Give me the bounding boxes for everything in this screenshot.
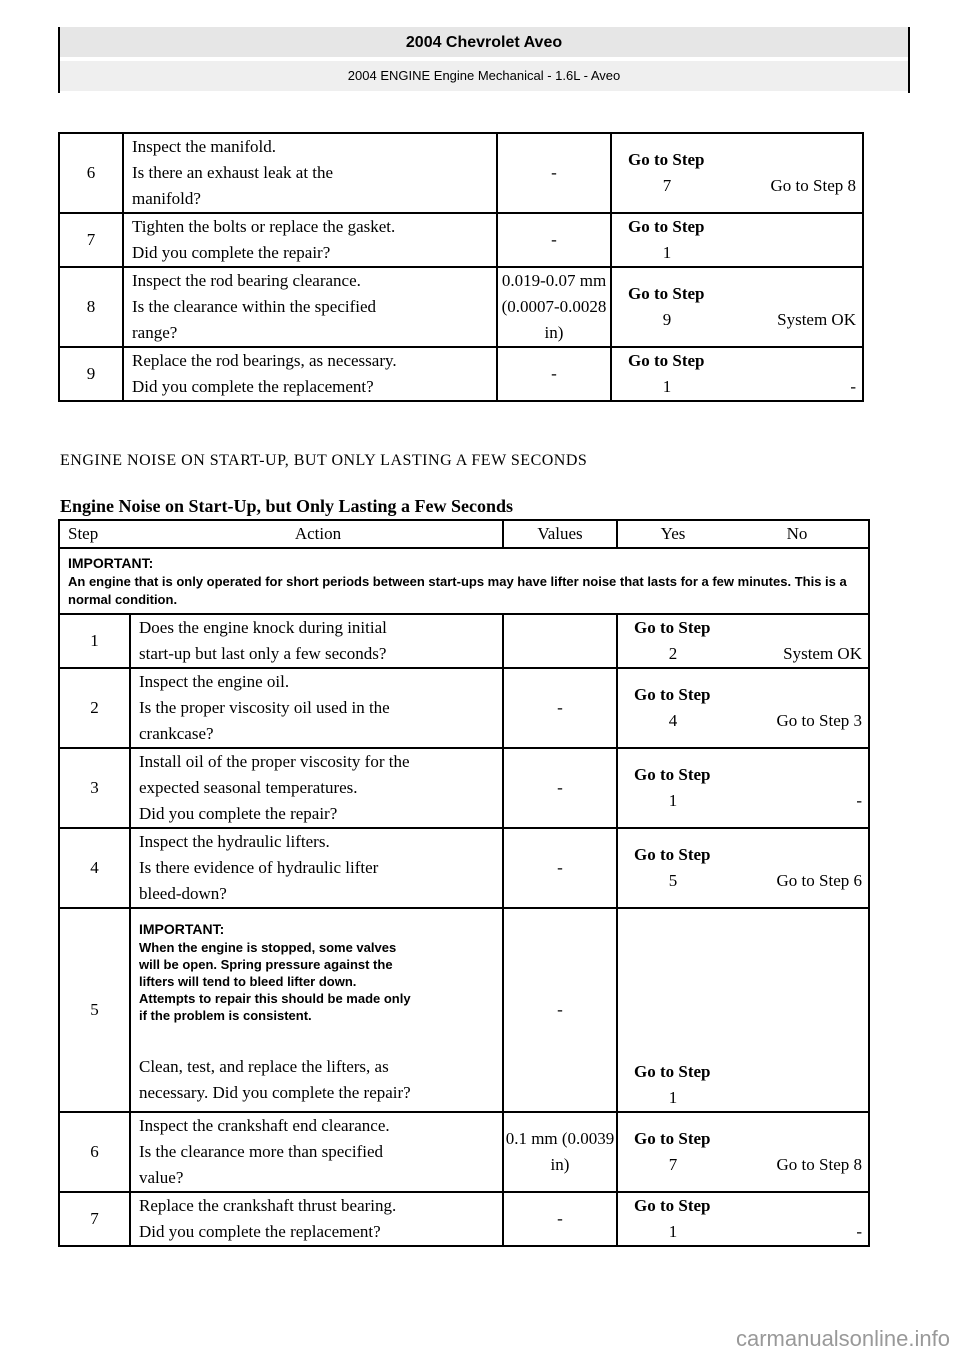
step-yes-no <box>617 1112 869 1192</box>
no-result[interactable]: System OK <box>777 310 856 329</box>
table-row <box>59 828 869 908</box>
step-action <box>130 828 503 908</box>
step-number: 6 <box>59 1112 130 1192</box>
action-line: expected seasonal temperatures. <box>139 778 358 797</box>
yes-go-to-step-label[interactable]: Go to Step <box>628 284 705 303</box>
action-line: value? <box>139 1168 184 1187</box>
step-yes-no <box>617 828 869 908</box>
step-action <box>130 908 503 1112</box>
action-line: Inspect the manifold. <box>132 137 276 156</box>
section-title: ENGINE NOISE ON START-UP, BUT ONLY LASTING A FEW SECONDS <box>60 452 588 469</box>
table-row <box>59 213 863 267</box>
no-result[interactable]: - <box>856 1222 862 1241</box>
step-number: 9 <box>59 347 123 401</box>
header-values: Values <box>503 520 617 548</box>
yes-step-number[interactable]: 5 <box>668 871 678 890</box>
yes-step-number[interactable]: 1 <box>668 1222 678 1241</box>
step-values <box>503 614 617 668</box>
action-line: manifold? <box>132 189 201 208</box>
action-line: Inspect the rod bearing clearance. <box>132 271 361 290</box>
table-row <box>59 267 863 347</box>
action-line: start-up but last only a few seconds? <box>139 644 387 663</box>
action-line: Inspect the engine oil. <box>139 672 290 691</box>
table-row <box>59 1112 869 1192</box>
table-row <box>59 1192 869 1246</box>
step-yes-no <box>617 614 869 668</box>
step-values: - <box>503 908 617 1112</box>
action-line: Tighten the bolts or replace the gasket. <box>132 217 396 236</box>
step-action <box>130 668 503 748</box>
action-line: Inspect the crankshaft end clearance. <box>139 1116 390 1135</box>
table-header-row <box>59 520 869 548</box>
step-values: - <box>503 1192 617 1246</box>
step-values: - <box>503 668 617 748</box>
document-subtitle: 2004 ENGINE Engine Mechanical - 1.6L - Aveo <box>60 61 908 91</box>
step-important-line: lifters will tend to bleed lifter down. <box>139 973 357 989</box>
important-note-row <box>59 548 869 614</box>
step-yes-no <box>617 908 869 1112</box>
table-row <box>59 133 863 213</box>
table-row <box>59 748 869 828</box>
yes-go-to-step-label[interactable]: Go to Step <box>634 1196 711 1215</box>
yes-go-to-step-label[interactable]: Go to Step <box>634 1062 711 1081</box>
action-line: Is there an exhaust leak at the <box>132 163 334 182</box>
step-yes-no <box>617 668 869 748</box>
action-line: range? <box>132 323 178 342</box>
step-action <box>123 347 497 401</box>
step-action <box>123 267 497 347</box>
action-line: Clean, test, and replace the lifters, as <box>139 1056 389 1076</box>
header-step: Step <box>59 520 130 548</box>
yes-go-to-step-label[interactable]: Go to Step <box>628 217 705 236</box>
no-result[interactable]: - <box>850 377 856 396</box>
yes-go-to-step-label[interactable]: Go to Step <box>634 685 711 704</box>
no-result[interactable]: Go to Step 8 <box>776 1155 862 1174</box>
header-yes: Yes <box>660 524 686 543</box>
yes-go-to-step-label[interactable]: Go to Step <box>634 765 711 784</box>
step-values: 0.1 mm (0.0039 in) <box>503 1112 617 1192</box>
action-line: Did you complete the repair? <box>139 804 338 823</box>
important-note-title: IMPORTANT: <box>68 555 154 571</box>
step-action <box>130 1112 503 1192</box>
no-result[interactable] <box>732 1085 868 1111</box>
yes-go-to-step-label[interactable]: Go to Step <box>628 351 705 370</box>
step-yes-no <box>611 213 863 267</box>
step-values: - <box>497 347 611 401</box>
step-values: - <box>497 213 611 267</box>
step-important-line: if the problem is consistent. <box>139 1007 312 1023</box>
yes-step-number[interactable]: 7 <box>668 1155 678 1174</box>
step-values: - <box>503 748 617 828</box>
action-line: Is there evidence of hydraulic lifter <box>139 858 379 877</box>
header-action: Action <box>130 520 503 548</box>
action-line: Did you complete the repair? <box>132 243 331 262</box>
important-note-text: An engine that is only operated for short periods between start-ups may have lifter noise that lasts for a few minutes. This is a normal condition. <box>68 574 847 607</box>
step-action <box>130 614 503 668</box>
step-number: 2 <box>59 668 130 748</box>
yes-step-number[interactable]: 2 <box>668 644 678 663</box>
no-result[interactable]: Go to Step 3 <box>776 711 862 730</box>
step-values: - <box>497 133 611 213</box>
step-values: - <box>503 828 617 908</box>
header-no: No <box>786 524 808 543</box>
no-result[interactable] <box>726 240 862 266</box>
yes-step-number[interactable]: 4 <box>668 711 678 730</box>
watermark: carmanualsonline.info <box>735 1326 950 1351</box>
yes-step-number[interactable]: 1 <box>668 1088 678 1107</box>
table-row <box>59 614 869 668</box>
step-values: 0.019-0.07 mm (0.0007-0.0028 in) <box>497 267 611 347</box>
step-yes-no <box>611 267 863 347</box>
action-line: Does the engine knock during initial <box>139 618 387 637</box>
table-caption: Engine Noise on Start-Up, but Only Lasting a Few Seconds <box>60 496 514 516</box>
yes-go-to-step-label[interactable]: Go to Step <box>634 845 711 864</box>
step-important-line: Attempts to repair this should be made only <box>139 990 411 1006</box>
step-number: 7 <box>59 1192 130 1246</box>
action-line: necessary. Did you complete the repair? <box>139 1082 411 1102</box>
action-line: Is the clearance more than specified <box>139 1142 384 1161</box>
document-title: 2004 Chevrolet Aveo <box>60 27 908 57</box>
action-line: Install oil of the proper viscosity for the <box>139 752 410 771</box>
step-number: 6 <box>59 133 123 213</box>
yes-go-to-step-label[interactable]: Go to Step <box>634 1129 711 1148</box>
action-line: Replace the rod bearings, as necessary. <box>132 351 397 370</box>
important-note <box>59 548 869 614</box>
no-result[interactable]: Go to Step 6 <box>776 871 862 890</box>
yes-step-number[interactable]: 9 <box>662 310 672 329</box>
document-banner <box>58 27 910 93</box>
yes-step-number[interactable]: 1 <box>662 377 672 396</box>
action-line: Is the proper viscosity oil used in the <box>139 698 390 717</box>
action-line: crankcase? <box>139 724 214 743</box>
step-number: 5 <box>59 908 130 1112</box>
step-yes-no <box>617 748 869 828</box>
step-action <box>123 213 497 267</box>
step-important-note <box>139 915 498 1054</box>
table-row <box>59 347 863 401</box>
action-line: bleed-down? <box>139 884 227 903</box>
action-line: Replace the crankshaft thrust bearing. <box>139 1196 397 1215</box>
diagnostic-table-startup-noise <box>58 519 870 1247</box>
step-action <box>123 133 497 213</box>
step-action <box>130 1192 503 1246</box>
step-yes-no <box>611 347 863 401</box>
yes-go-to-step-label[interactable]: Go to Step <box>628 150 705 169</box>
yes-step-number[interactable]: 7 <box>662 176 672 195</box>
step-important-line: will be open. Spring pressure against the <box>139 956 393 972</box>
yes-step-number[interactable]: 1 <box>668 791 678 810</box>
step-important-title: IMPORTANT: <box>139 920 225 937</box>
action-line: Did you complete the replacement? <box>132 377 374 396</box>
yes-step-number[interactable]: 1 <box>662 243 672 262</box>
header-yes-no <box>617 520 869 548</box>
step-number: 3 <box>59 748 130 828</box>
step-important-line: When the engine is stopped, some valves <box>139 939 397 955</box>
no-result[interactable]: - <box>856 791 862 810</box>
table-row <box>59 908 869 1112</box>
no-result[interactable]: System OK <box>783 644 862 663</box>
action-line: Is the clearance within the specified <box>132 297 377 316</box>
action-line: Did you complete the replacement? <box>139 1222 381 1241</box>
step-action <box>130 748 503 828</box>
step-number: 8 <box>59 267 123 347</box>
yes-go-to-step-label[interactable]: Go to Step <box>634 618 711 637</box>
table-row <box>59 668 869 748</box>
step-yes-no <box>611 133 863 213</box>
diagnostic-table-continued <box>58 132 864 402</box>
step-number: 4 <box>59 828 130 908</box>
action-line: Inspect the hydraulic lifters. <box>139 832 330 851</box>
step-number: 7 <box>59 213 123 267</box>
no-result[interactable]: Go to Step 8 <box>770 176 856 195</box>
step-number: 1 <box>59 614 130 668</box>
step-yes-no <box>617 1192 869 1246</box>
